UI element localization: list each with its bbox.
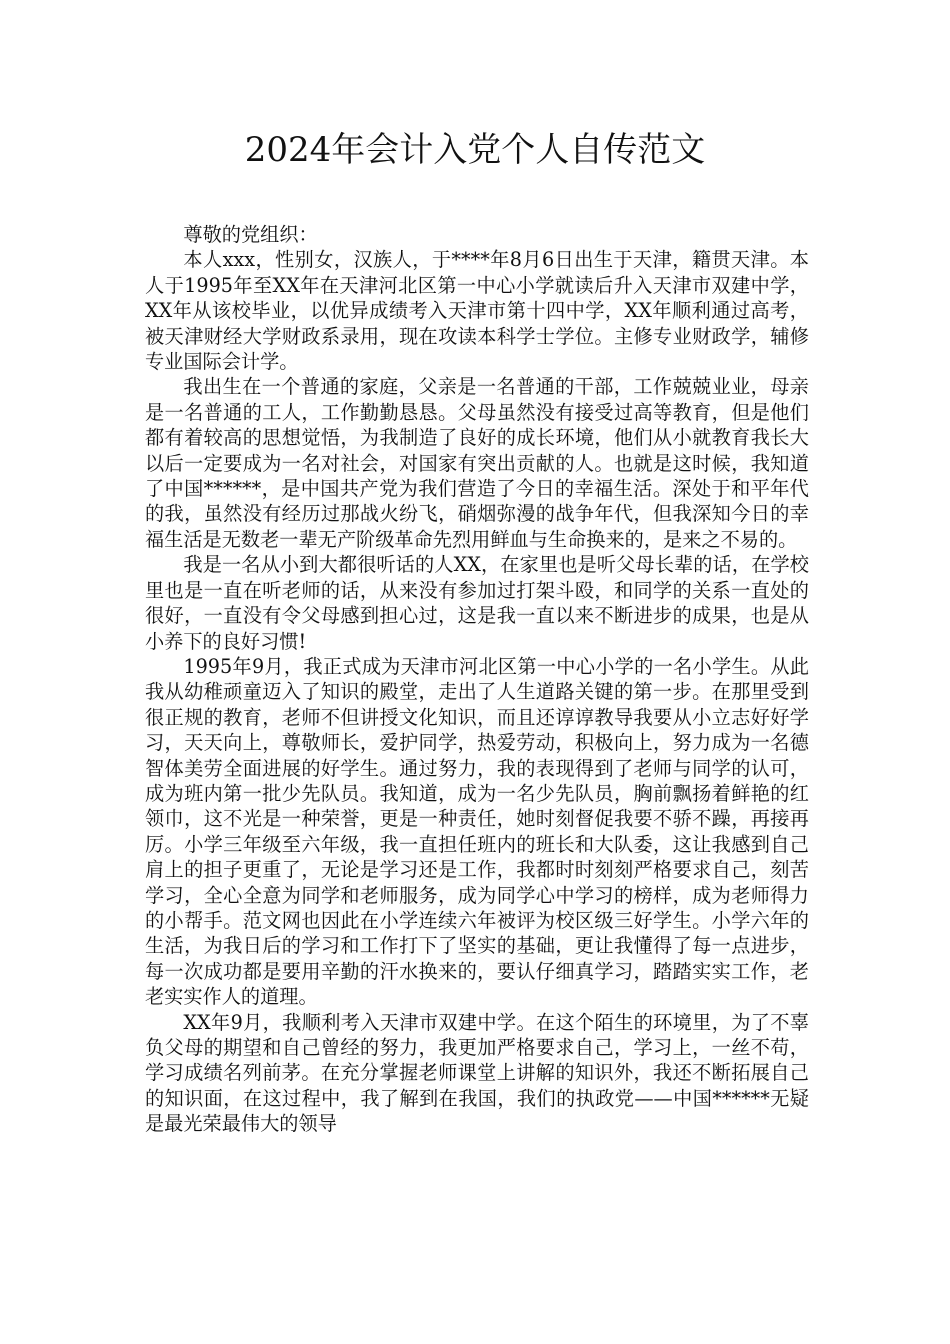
paragraph-5: XX年9月，我顺利考入天津市双建中学。在这个陌生的环境里，为了不辜负父母的期望和自己曾经的努力，我更加严格要求自己，学习上，一丝不苟，学习成绩名列前茅。在充分掌握老师课堂上讲解的知识外，我还不断拓展自己的知识面，在这过程中，我了解到在我国，我们的执政党——中国******无疑是最光荣最伟大的领导 xyxy=(145,1010,809,1136)
paragraph-1: 本人xxx，性别女，汉族人，于****年8月6日出生于天津，籍贯天津。本人于1995年至XX年在天津河北区第一中心小学就读后升入天津市双建中学，XX年从该校毕业，以优异成绩考入天津市第十四中学，XX年顺利通过高考，被天津财经大学财政系录用，现在攻读本科学士学位。主修专业财政学，辅修专业国际会计学。 xyxy=(145,248,809,374)
paragraph-2: 我出生在一个普通的家庭，父亲是一名普通的干部，工作兢兢业业，母亲是一名普通的工人，工作勤勤恳恳。父母虽然没有接受过高等教育，但是他们都有着较高的思想觉悟，为我制造了良好的成长环境，他们从小就教育我长大以后一定要成为一名对社会，对国家有突出贡献的人。也就是这时候，我知道了中国******，是中国共产党为我们营造了今日的幸福生活。深处于和平年代的我，虽然没有经历过那战火纷飞，硝烟弥漫的战争年代，但我深知今日的幸福生活是无数老一辈无产阶级革命先烈用鲜血与生命换来的，是来之不易的。 xyxy=(145,375,809,551)
salutation: 尊敬的党组织： xyxy=(183,223,318,246)
document-title: 2024年会计入党个人自传范文 xyxy=(244,130,706,170)
document-body xyxy=(145,222,809,1137)
paragraph-4: 1995年9月，我正式成为天津市河北区第一中心小学的一名小学生。从此我从幼稚顽童迈入了知识的殿堂，走出了人生道路关键的第一步。在那里受到很正规的教育，老师不但讲授文化知识，而且还谆谆教导我要从小立志好好学习，天天向上，尊敬师长，爱护同学，热爱劳动，积极向上，努力成为一名德智体美劳全面进展的好学生。通过努力，我的表现得到了老师与同学的认可，成为班内第一批少先队员。我知道，成为一名少先队员，胸前飘扬着鲜艳的红领巾，这不光是一种荣誉，更是一种责任，她时刻督促我要不骄不躁，再接再厉。小学三年级至六年级，我一直担任班内的班长和大队委，这让我感到自己肩上的担子更重了，无论是学习还是工作，我都时时刻刻严格要求自己，刻苦学习，全心全意为同学和老师服务，成为同学心中学习的榜样，成为老师得力的小帮手。范文网也因此在小学连续六年被评为校区级三好学生。小学六年的生活，为我日后的学习和工作打下了坚实的基础，更让我懂得了每一点进步，每一次成功都是要用辛勤的汗水换来的，要认仔细真学习，踏踏实实工作，老老实实作人的道理。 xyxy=(145,654,809,1009)
paragraph-3: 我是一名从小到大都很听话的人XX，在家里也是听父母长辈的话，在学校里也是一直在听老师的话，从来没有参加过打架斗殴，和同学的关系一直处的很好，一直没有令父母感到担心过，这是我一直以来不断进步的成果，也是从小养下的良好习惯! xyxy=(145,553,809,653)
